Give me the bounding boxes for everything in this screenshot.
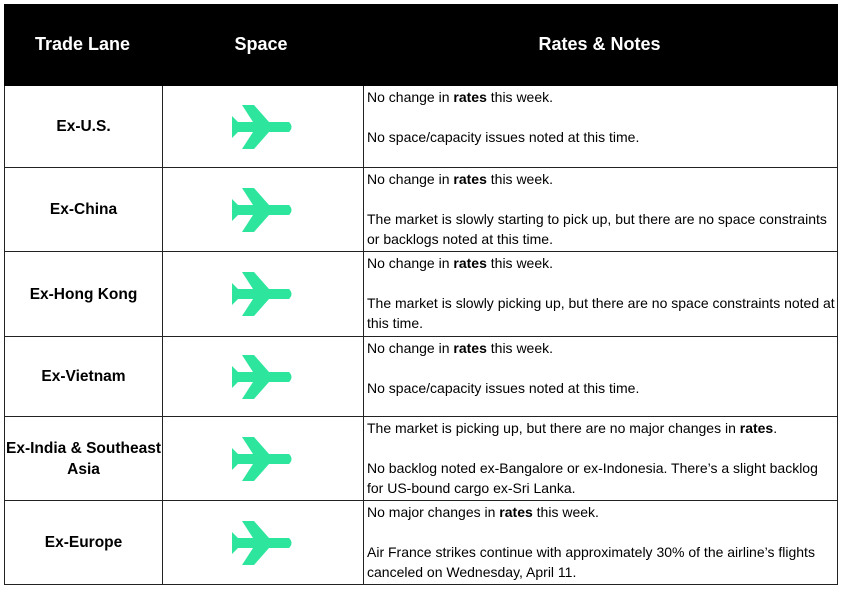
rates-note: No major changes in rates this week.	[367, 504, 599, 520]
airplane-icon	[163, 86, 363, 167]
trade-lane-cell: Ex-Vietnam	[4, 337, 163, 416]
table-row	[4, 417, 838, 501]
freight-status-table	[4, 4, 838, 585]
trade-lane-cell: Ex-Hong Kong	[4, 252, 163, 336]
capacity-note: Air France strikes continue with approximately 30% of the airline’s flights canceled on Wednesday, April 11.	[367, 544, 815, 580]
capacity-note: No space/capacity issues noted at this time.	[367, 380, 640, 396]
trade-lane-cell: Ex-U.S.	[4, 86, 163, 167]
capacity-note: The market is slowly picking up, but there are no space constraints noted at this time.	[367, 295, 835, 331]
airplane-icon	[163, 252, 363, 336]
capacity-note: No space/capacity issues noted at this time.	[367, 129, 640, 145]
table-row	[4, 337, 838, 417]
header-trade-lane: Trade Lane	[34, 33, 131, 54]
capacity-note: The market is slowly starting to pick up, but there are no space constraints or backlogs noted at this time.	[367, 211, 827, 247]
rates-note: No change in rates this week.	[367, 340, 554, 356]
trade-lane-cell: Ex-Europe	[4, 501, 163, 584]
header-space: Space	[234, 33, 288, 54]
table-row	[4, 168, 838, 252]
trade-lane-cell: Ex-India & Southeast Asia	[4, 417, 163, 500]
table-row	[4, 501, 838, 585]
table-row	[4, 86, 838, 168]
header-rates-notes: Rates & Notes	[538, 33, 661, 54]
notes-cell	[363, 86, 838, 167]
airplane-icon	[163, 168, 363, 251]
rates-note: No change in rates this week.	[367, 255, 554, 271]
trade-lane-cell: Ex-China	[4, 168, 163, 251]
notes-cell	[363, 337, 838, 416]
table-row	[4, 252, 838, 337]
notes-cell	[363, 168, 838, 251]
airplane-icon	[163, 337, 363, 416]
notes-cell	[363, 252, 838, 336]
notes-cell	[363, 501, 838, 584]
rates-note: No change in rates this week.	[367, 89, 554, 105]
airplane-icon	[163, 501, 363, 584]
notes-cell	[363, 417, 838, 500]
capacity-note: No backlog noted ex-Bangalore or ex-Indonesia. There’s a slight backlog for US-bound cargo ex-Sri Lanka.	[367, 460, 818, 496]
airplane-icon	[163, 417, 363, 500]
table-header	[4, 4, 838, 86]
rates-note: The market is picking up, but there are no major changes in rates.	[367, 420, 778, 436]
rates-note: No change in rates this week.	[367, 171, 554, 187]
